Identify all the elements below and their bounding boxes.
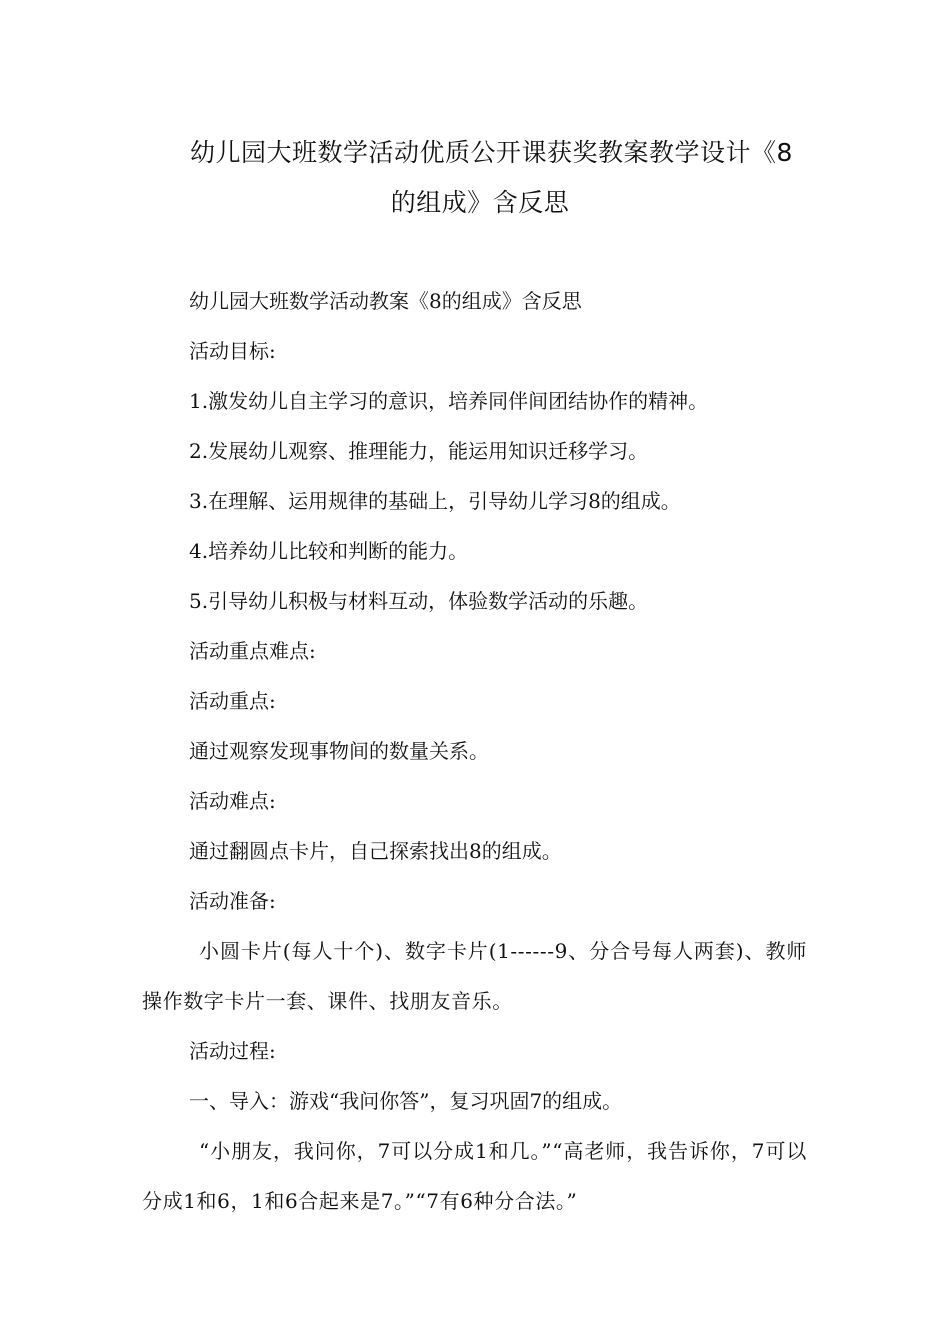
document-body <box>142 276 807 1226</box>
title-line-1: 幼儿园大班数学活动优质公开课获奖教案教学设计《8 <box>190 138 793 167</box>
goal-item-4: 4.培养幼儿比较和判断的能力。 <box>189 539 469 563</box>
difficult-point-heading: 活动难点: <box>189 789 276 813</box>
document-title <box>150 128 810 228</box>
goal-item-3: 3.在理解、运用规律的基础上，引导幼儿学习8的组成。 <box>189 489 681 513</box>
process-step-1: 一、导入：游戏“我问你答”，复习巩固7的组成。 <box>189 1089 623 1113</box>
difficult-point-text: 通过翻圆点卡片，自己探索找出8的组成。 <box>189 839 562 863</box>
goals-heading: 活动目标: <box>189 339 276 363</box>
preparation-text: 小圆卡片(每人十个)、数字卡片(1------9、分合号每人两套)、教师操作数字卡片一套、课件、找朋友音乐。 <box>142 939 807 1013</box>
key-point-heading: 活动重点: <box>189 689 276 713</box>
goal-item-1: 1.激发幼儿自主学习的意识，培养同伴间团结协作的精神。 <box>189 389 709 413</box>
key-point-text: 通过观察发现事物间的数量关系。 <box>189 739 489 763</box>
key-difficult-heading: 活动重点难点: <box>189 639 316 663</box>
process-heading: 活动过程: <box>189 1039 276 1063</box>
lesson-subtitle: 幼儿园大班数学活动教案《8的组成》含反思 <box>189 289 582 313</box>
goal-item-2: 2.发展幼儿观察、推理能力，能运用知识迁移学习。 <box>189 439 649 463</box>
dialogue-paragraph: “小朋友，我问你，7可以分成1和几。”“高老师，我告诉你，7可以分成1和6，1和6合起来是7。”“7有6种分合法。” <box>142 1139 807 1213</box>
preparation-heading: 活动准备: <box>189 889 276 913</box>
goal-item-5: 5.引导幼儿积极与材料互动，体验数学活动的乐趣。 <box>189 589 649 613</box>
title-line-2: 的组成》含反思 <box>390 188 570 217</box>
